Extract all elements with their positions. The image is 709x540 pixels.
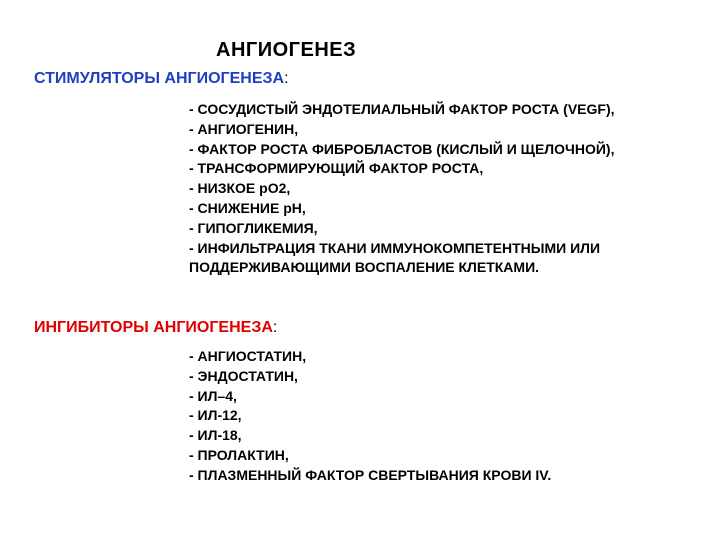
list-item: - ТРАНСФОРМИРУЮЩИЙ ФАКТОР РОСТА, xyxy=(189,160,484,177)
inhibitors-heading-text: ИНГИБИТОРЫ АНГИОГЕНЕЗА xyxy=(34,319,273,336)
stimulators-heading-colon: : xyxy=(284,70,289,87)
inhibitors-heading xyxy=(34,319,277,337)
list-item: - ИЛ–4, xyxy=(189,387,237,404)
page-title: АНГИОГЕНЕЗ xyxy=(216,39,357,61)
stimulators-heading-text: СТИМУЛЯТОРЫ АНГИОГЕНЕЗА xyxy=(34,70,285,87)
list-item: - ПРОЛАКТИН, xyxy=(189,446,289,463)
list-item: - ГИПОГЛИКЕМИЯ, xyxy=(189,219,318,236)
stimulators-heading xyxy=(34,70,289,88)
list-item: - АНГИОСТАТИН, xyxy=(189,348,307,364)
list-item: - ИЛ-12, xyxy=(189,407,242,424)
list-item: - АНГИОГЕНИН, xyxy=(189,120,299,137)
list-item: - ЭНДОСТАТИН, xyxy=(189,367,298,384)
list-item: - СНИЖЕНИЕ рН, xyxy=(189,199,306,216)
list-item: - ФАКТОР РОСТА ФИБРОБЛАСТОВ (КИСЛЫЙ И ЩЕЛОЧНОЙ), xyxy=(189,140,615,157)
list-item: - СОСУДИСТЫЙ ЭНДОТЕЛИАЛЬНЫЙ ФАКТОР РОСТА (VEGF), xyxy=(189,101,615,117)
list-item: - ИЛ-18, xyxy=(189,427,242,444)
list-item: - ПЛАЗМЕННЫЙ ФАКТОР СВЕРТЫВАНИЯ КРОВИ IV. xyxy=(189,466,552,483)
inhibitors-list xyxy=(189,347,551,486)
stimulators-list xyxy=(189,100,615,278)
inhibitors-heading-colon: : xyxy=(272,319,278,336)
list-item: - НИЗКОЕ рО2, xyxy=(189,180,291,197)
list-item: ПОДДЕРЖИВАЮЩИМИ ВОСПАЛЕНИЕ КЛЕТКАМИ. xyxy=(189,259,540,276)
list-item: - ИНФИЛЬТРАЦИЯ ТКАНИ ИММУНОКОМПЕТЕНТНЫМИ ИЛИ xyxy=(189,239,601,256)
